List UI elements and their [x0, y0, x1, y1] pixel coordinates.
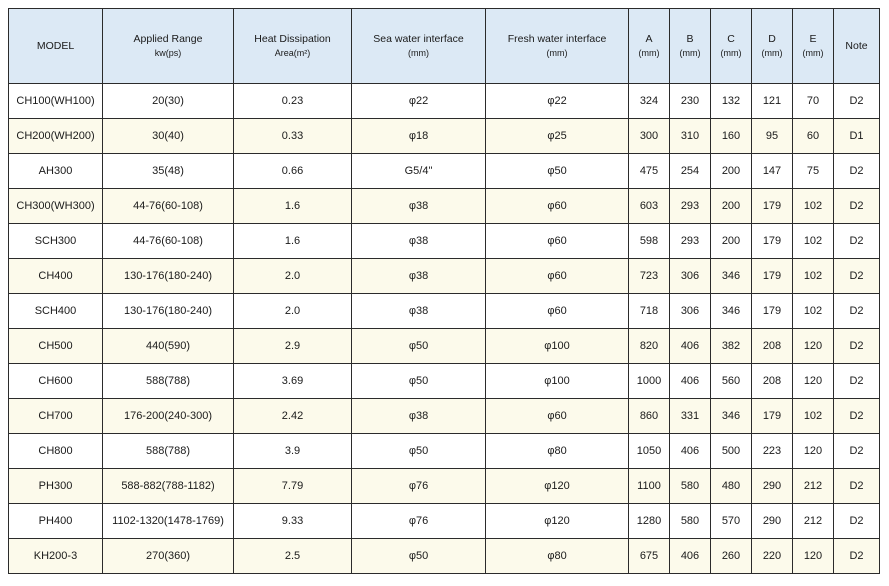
cell-note: D2 — [834, 504, 880, 539]
cell-fresh-water-interface: φ50 — [486, 154, 629, 189]
cell-dim-d: 179 — [752, 294, 793, 329]
cell-dim-c: 200 — [711, 224, 752, 259]
cell-heat-dissipation-area: 2.5 — [234, 539, 352, 574]
cell-sea-water-interface: φ50 — [352, 329, 486, 364]
cell-sea-water-interface: φ76 — [352, 469, 486, 504]
header-b-label: B — [686, 33, 694, 45]
cell-applied-range: 20(30) — [103, 84, 234, 119]
cell-sea-water-interface: φ38 — [352, 224, 486, 259]
cell-dim-b: 406 — [670, 434, 711, 469]
cell-dim-d: 220 — [752, 539, 793, 574]
cell-model: CH300(WH300) — [9, 189, 103, 224]
header-applied-range — [103, 9, 234, 84]
cell-applied-range: 130-176(180-240) — [103, 259, 234, 294]
cell-dim-b: 293 — [670, 224, 711, 259]
header-note-label: Note — [845, 40, 868, 52]
cell-applied-range: 30(40) — [103, 119, 234, 154]
cell-dim-c: 346 — [711, 259, 752, 294]
header-c-label: C — [727, 33, 735, 45]
cell-applied-range: 44-76(60-108) — [103, 224, 234, 259]
header-heat-dissipation-unit: Area(m²) — [274, 48, 311, 58]
cell-heat-dissipation-area: 0.66 — [234, 154, 352, 189]
table-row — [9, 154, 880, 189]
cell-dim-a: 1100 — [629, 469, 670, 504]
header-sea-water-label: Sea water interface — [373, 33, 464, 45]
cell-dim-d: 223 — [752, 434, 793, 469]
header-c — [711, 9, 752, 84]
cell-dim-e: 212 — [793, 504, 834, 539]
cell-dim-d: 208 — [752, 329, 793, 364]
cell-applied-range: 130-176(180-240) — [103, 294, 234, 329]
cell-dim-d: 208 — [752, 364, 793, 399]
cell-dim-b: 306 — [670, 294, 711, 329]
header-a — [629, 9, 670, 84]
cell-dim-a: 675 — [629, 539, 670, 574]
cell-dim-e: 75 — [793, 154, 834, 189]
cell-dim-e: 102 — [793, 399, 834, 434]
cell-fresh-water-interface: φ60 — [486, 224, 629, 259]
cell-heat-dissipation-area: 3.69 — [234, 364, 352, 399]
cell-heat-dissipation-area: 2.0 — [234, 259, 352, 294]
cell-heat-dissipation-area: 1.6 — [234, 224, 352, 259]
cell-fresh-water-interface: φ60 — [486, 259, 629, 294]
cell-fresh-water-interface: φ60 — [486, 294, 629, 329]
table-row — [9, 399, 880, 434]
cell-applied-range: 440(590) — [103, 329, 234, 364]
cell-applied-range: 588(788) — [103, 434, 234, 469]
cell-dim-d: 290 — [752, 469, 793, 504]
cell-applied-range: 1102-1320(1478-1769) — [103, 504, 234, 539]
cell-applied-range: 588(788) — [103, 364, 234, 399]
cell-dim-b: 580 — [670, 504, 711, 539]
header-d-label: D — [768, 33, 776, 45]
table-row — [9, 434, 880, 469]
cell-dim-d: 95 — [752, 119, 793, 154]
cell-applied-range: 35(48) — [103, 154, 234, 189]
cell-dim-a: 820 — [629, 329, 670, 364]
cell-sea-water-interface: φ50 — [352, 434, 486, 469]
header-fresh-water-unit: (mm) — [546, 48, 568, 58]
cell-sea-water-interface: φ38 — [352, 399, 486, 434]
cell-dim-d: 121 — [752, 84, 793, 119]
table-row — [9, 539, 880, 574]
cell-dim-c: 160 — [711, 119, 752, 154]
cell-dim-c: 500 — [711, 434, 752, 469]
table-row — [9, 364, 880, 399]
cell-sea-water-interface: φ38 — [352, 259, 486, 294]
cell-dim-d: 179 — [752, 224, 793, 259]
cell-dim-e: 102 — [793, 259, 834, 294]
cell-dim-e: 120 — [793, 434, 834, 469]
cell-note: D2 — [834, 329, 880, 364]
spec-table — [8, 8, 880, 574]
cell-model: CH500 — [9, 329, 103, 364]
cell-heat-dissipation-area: 1.6 — [234, 189, 352, 224]
cell-sea-water-interface: φ76 — [352, 504, 486, 539]
table-row — [9, 469, 880, 504]
cell-dim-c: 132 — [711, 84, 752, 119]
cell-dim-b: 580 — [670, 469, 711, 504]
cell-dim-b: 331 — [670, 399, 711, 434]
cell-dim-e: 102 — [793, 294, 834, 329]
cell-dim-c: 382 — [711, 329, 752, 364]
cell-dim-d: 179 — [752, 399, 793, 434]
cell-note: D2 — [834, 189, 880, 224]
cell-note: D2 — [834, 259, 880, 294]
header-row — [9, 9, 880, 84]
header-heat-dissipation-label: Heat Dissipation — [254, 33, 331, 45]
cell-fresh-water-interface: φ60 — [486, 399, 629, 434]
header-a-label: A — [645, 33, 653, 45]
header-fresh-water-interface — [486, 9, 629, 84]
cell-heat-dissipation-area: 0.23 — [234, 84, 352, 119]
cell-dim-a: 300 — [629, 119, 670, 154]
cell-model: CH700 — [9, 399, 103, 434]
table-row — [9, 329, 880, 364]
cell-dim-b: 310 — [670, 119, 711, 154]
cell-sea-water-interface: φ50 — [352, 364, 486, 399]
table-row — [9, 259, 880, 294]
cell-dim-e: 120 — [793, 539, 834, 574]
header-e — [793, 9, 834, 84]
cell-dim-a: 598 — [629, 224, 670, 259]
header-sea-water-unit: (mm) — [408, 48, 429, 58]
cell-note: D2 — [834, 294, 880, 329]
cell-model: CH200(WH200) — [9, 119, 103, 154]
cell-dim-a: 860 — [629, 399, 670, 434]
cell-dim-c: 560 — [711, 364, 752, 399]
cell-dim-d: 179 — [752, 189, 793, 224]
table-row — [9, 84, 880, 119]
cell-note: D2 — [834, 399, 880, 434]
cell-note: D2 — [834, 364, 880, 399]
cell-dim-a: 603 — [629, 189, 670, 224]
cell-note: D2 — [834, 434, 880, 469]
cell-dim-e: 60 — [793, 119, 834, 154]
cell-model: CH400 — [9, 259, 103, 294]
cell-model: SCH300 — [9, 224, 103, 259]
header-applied-range-label: Applied Range — [133, 33, 203, 45]
cell-dim-a: 475 — [629, 154, 670, 189]
cell-note: D2 — [834, 224, 880, 259]
cell-sea-water-interface: G5/4" — [352, 154, 486, 189]
header-applied-range-unit: kw(ps) — [154, 48, 182, 58]
cell-dim-b: 230 — [670, 84, 711, 119]
header-b-unit: (mm) — [679, 48, 701, 58]
header-sea-water-interface — [352, 9, 486, 84]
cell-dim-b: 306 — [670, 259, 711, 294]
table-row — [9, 224, 880, 259]
cell-dim-b: 254 — [670, 154, 711, 189]
cell-dim-a: 718 — [629, 294, 670, 329]
header-note — [834, 9, 880, 84]
cell-dim-c: 346 — [711, 294, 752, 329]
cell-dim-c: 260 — [711, 539, 752, 574]
cell-dim-a: 324 — [629, 84, 670, 119]
cell-dim-e: 70 — [793, 84, 834, 119]
cell-note: D2 — [834, 469, 880, 504]
header-d — [752, 9, 793, 84]
cell-heat-dissipation-area: 3.9 — [234, 434, 352, 469]
cell-dim-b: 293 — [670, 189, 711, 224]
table-row — [9, 504, 880, 539]
cell-dim-c: 200 — [711, 154, 752, 189]
cell-fresh-water-interface: φ120 — [486, 504, 629, 539]
cell-model: SCH400 — [9, 294, 103, 329]
cell-fresh-water-interface: φ22 — [486, 84, 629, 119]
header-a-unit: (mm) — [638, 48, 660, 58]
cell-note: D2 — [834, 539, 880, 574]
cell-fresh-water-interface: φ100 — [486, 329, 629, 364]
header-model — [9, 9, 103, 84]
table-header — [9, 9, 880, 84]
cell-dim-e: 102 — [793, 224, 834, 259]
header-e-label: E — [809, 33, 817, 45]
table-body — [9, 84, 880, 574]
cell-dim-d: 147 — [752, 154, 793, 189]
header-c-unit: (mm) — [720, 48, 742, 58]
cell-heat-dissipation-area: 2.0 — [234, 294, 352, 329]
cell-dim-a: 723 — [629, 259, 670, 294]
cell-dim-c: 570 — [711, 504, 752, 539]
cell-fresh-water-interface: φ25 — [486, 119, 629, 154]
cell-sea-water-interface: φ38 — [352, 294, 486, 329]
cell-dim-a: 1000 — [629, 364, 670, 399]
cell-heat-dissipation-area: 2.42 — [234, 399, 352, 434]
cell-dim-e: 120 — [793, 329, 834, 364]
cell-heat-dissipation-area: 2.9 — [234, 329, 352, 364]
cell-heat-dissipation-area: 7.79 — [234, 469, 352, 504]
header-d-unit: (mm) — [761, 48, 783, 58]
cell-note: D2 — [834, 84, 880, 119]
cell-fresh-water-interface: φ100 — [486, 364, 629, 399]
cell-dim-e: 120 — [793, 364, 834, 399]
cell-dim-e: 212 — [793, 469, 834, 504]
header-heat-dissipation — [234, 9, 352, 84]
cell-dim-c: 346 — [711, 399, 752, 434]
cell-heat-dissipation-area: 9.33 — [234, 504, 352, 539]
cell-sea-water-interface: φ22 — [352, 84, 486, 119]
cell-dim-a: 1050 — [629, 434, 670, 469]
cell-fresh-water-interface: φ80 — [486, 539, 629, 574]
cell-dim-d: 290 — [752, 504, 793, 539]
header-e-unit: (mm) — [802, 48, 824, 58]
cell-model: PH400 — [9, 504, 103, 539]
table-row — [9, 119, 880, 154]
header-b — [670, 9, 711, 84]
cell-fresh-water-interface: φ120 — [486, 469, 629, 504]
cell-dim-a: 1280 — [629, 504, 670, 539]
spec-table-container — [8, 8, 880, 574]
cell-heat-dissipation-area: 0.33 — [234, 119, 352, 154]
cell-dim-e: 102 — [793, 189, 834, 224]
cell-model: CH800 — [9, 434, 103, 469]
cell-model: CH100(WH100) — [9, 84, 103, 119]
cell-sea-water-interface: φ18 — [352, 119, 486, 154]
cell-dim-b: 406 — [670, 539, 711, 574]
cell-sea-water-interface: φ50 — [352, 539, 486, 574]
cell-dim-d: 179 — [752, 259, 793, 294]
cell-model: CH600 — [9, 364, 103, 399]
cell-model: AH300 — [9, 154, 103, 189]
cell-applied-range: 176-200(240-300) — [103, 399, 234, 434]
cell-fresh-water-interface: φ60 — [486, 189, 629, 224]
cell-model: PH300 — [9, 469, 103, 504]
cell-applied-range: 588-882(788-1182) — [103, 469, 234, 504]
table-row — [9, 189, 880, 224]
cell-applied-range: 270(360) — [103, 539, 234, 574]
cell-model: KH200-3 — [9, 539, 103, 574]
cell-fresh-water-interface: φ80 — [486, 434, 629, 469]
cell-applied-range: 44-76(60-108) — [103, 189, 234, 224]
cell-dim-b: 406 — [670, 364, 711, 399]
header-fresh-water-label: Fresh water interface — [507, 33, 607, 45]
cell-dim-b: 406 — [670, 329, 711, 364]
cell-dim-c: 200 — [711, 189, 752, 224]
table-row — [9, 294, 880, 329]
cell-dim-c: 480 — [711, 469, 752, 504]
header-model-label: MODEL — [36, 40, 75, 52]
cell-note: D1 — [834, 119, 880, 154]
cell-note: D2 — [834, 154, 880, 189]
cell-sea-water-interface: φ38 — [352, 189, 486, 224]
